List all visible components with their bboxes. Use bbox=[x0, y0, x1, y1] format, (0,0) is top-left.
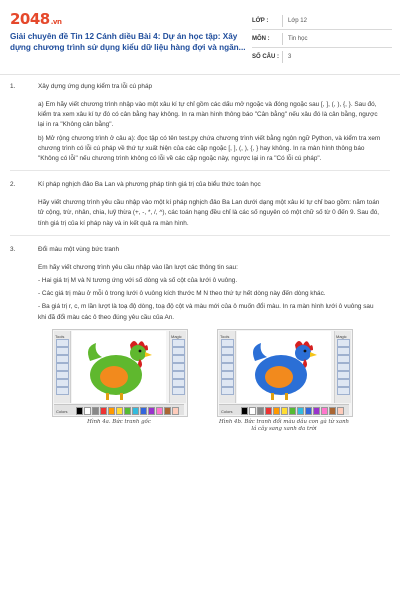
color-swatch bbox=[281, 407, 288, 415]
magic-label: Magic bbox=[171, 333, 182, 339]
meta-key: LỚP : bbox=[252, 17, 269, 24]
magic-panel bbox=[334, 331, 351, 403]
figure-recolored bbox=[217, 329, 353, 417]
meta-divider bbox=[282, 33, 283, 45]
tool-button bbox=[56, 379, 69, 387]
color-swatch bbox=[265, 407, 272, 415]
color-swatch bbox=[92, 407, 99, 415]
color-swatch bbox=[297, 407, 304, 415]
color-swatch bbox=[273, 407, 280, 415]
tool-button bbox=[172, 347, 185, 355]
tools-panel bbox=[54, 331, 71, 403]
question-number: 2. bbox=[10, 181, 16, 189]
tool-button bbox=[337, 355, 350, 363]
rooster-head bbox=[130, 345, 146, 361]
paragraph: - Các giá trị màu ở mỗi ô trong lưới ô vuông kích thước M N theo thứ tự hết dòng này đến dòng khác. bbox=[38, 290, 326, 298]
tool-button bbox=[337, 363, 350, 371]
color-swatch bbox=[108, 407, 115, 415]
paragraph: Em hãy viết chương trình yêu cầu nhập vào lần lượt các thông tin sau: bbox=[38, 263, 238, 271]
color-swatch bbox=[257, 407, 264, 415]
rooster-leg bbox=[271, 393, 274, 400]
rooster-tail bbox=[88, 343, 102, 361]
rooster-wing bbox=[265, 366, 293, 388]
site-logo[interactable] bbox=[10, 10, 61, 28]
tools-label: Tools bbox=[220, 333, 230, 339]
color-swatch bbox=[140, 407, 147, 415]
color-swatch bbox=[76, 407, 83, 415]
meta-key: MÔN : bbox=[252, 35, 270, 42]
tool-button bbox=[56, 363, 69, 371]
meta-divider bbox=[282, 15, 283, 27]
color-palette bbox=[219, 404, 349, 415]
magic-panel bbox=[169, 331, 186, 403]
question-number: 3. bbox=[10, 245, 16, 253]
logo-text: 2048 bbox=[10, 10, 50, 28]
tool-button bbox=[221, 363, 234, 371]
tool-button bbox=[172, 363, 185, 371]
figure-caption-original: Hình 4a. Bức tranh gốc bbox=[87, 418, 151, 425]
meta-row-count bbox=[252, 48, 392, 65]
tool-button bbox=[172, 371, 185, 379]
meta-table bbox=[252, 12, 392, 65]
question-title: Xây dựng ứng dụng kiểm tra lỗi cú pháp bbox=[38, 83, 153, 90]
color-swatch bbox=[321, 407, 328, 415]
question-3 bbox=[10, 245, 390, 439]
rooster-illustration bbox=[237, 331, 331, 403]
tools-panel bbox=[219, 331, 236, 403]
tool-button bbox=[56, 355, 69, 363]
magic-label: Magic bbox=[336, 333, 347, 339]
question-body bbox=[10, 245, 390, 323]
meta-value: Tin học bbox=[288, 35, 308, 42]
figure-caption-recolored: Hình 4b. Bức tranh đổi màu dâu con gà từ xanh lá cây sang xanh da trời bbox=[218, 418, 350, 432]
tools-label: Tools bbox=[55, 333, 65, 339]
question-1 bbox=[10, 82, 390, 164]
tool-button bbox=[56, 347, 69, 355]
rooster-leg bbox=[120, 393, 123, 400]
tool-button bbox=[221, 387, 234, 395]
color-swatch bbox=[124, 407, 131, 415]
color-swatch bbox=[84, 407, 91, 415]
meta-divider bbox=[282, 51, 283, 63]
rooster-tail bbox=[253, 343, 267, 361]
color-swatch bbox=[148, 407, 155, 415]
rooster-wing bbox=[100, 366, 128, 388]
color-swatch bbox=[249, 407, 256, 415]
logo-suffix: .vn bbox=[50, 18, 62, 26]
tool-button bbox=[56, 387, 69, 395]
tool-button bbox=[172, 387, 185, 395]
tool-button bbox=[221, 379, 234, 387]
tool-button bbox=[337, 379, 350, 387]
drawing-canvas bbox=[72, 331, 166, 403]
paragraph: a) Em hãy viết chương trình nhập vào một xâu kí tự chỉ gồm các dấu mở ngoặc và đóng ngoặc sau [, ], (, ), {, }. Sau đó, kiểm tra xem xâu kí tự đó có cân bằng hay không. In ra màn hình thông báo "Cân bằng" nếu xâu đó là cân bằng, ngược lại in ra "Không cân bằng". bbox=[38, 101, 378, 129]
tool-button bbox=[337, 387, 350, 395]
rooster-leg bbox=[285, 393, 288, 400]
rooster-beak bbox=[145, 352, 152, 357]
figure-group bbox=[10, 329, 390, 439]
meta-value: Lớp 12 bbox=[288, 17, 307, 24]
color-swatch bbox=[305, 407, 312, 415]
question-title: Đổi màu một vùng bức tranh bbox=[38, 245, 120, 253]
tool-button bbox=[221, 355, 234, 363]
color-swatch bbox=[100, 407, 107, 415]
color-swatch bbox=[116, 407, 123, 415]
color-swatch bbox=[132, 407, 139, 415]
rooster-head bbox=[295, 345, 311, 361]
palette-label: Colors bbox=[221, 408, 233, 414]
tool-button bbox=[56, 339, 69, 347]
paragraph: Hãy viết chương trình yêu cầu nhập vào một kí pháp nghịch đảo Ba Lan dưới dạng một xâu kí tự chỉ bao gồm: năm toán tử cộng, trừ, nhân, chia, luỹ thừa (+, -, *, /, ^), các toán hạng đều chỉ là các số nguyên có một chữ số từ 0 đến 9. Sau đó, tính giá trị của kí pháp này và in kết quả ra màn hình. bbox=[38, 199, 380, 227]
paragraph: b) Mở rộng chương trình ở câu a): đọc tập có tên test.py chứa chương trình viết bằng ngôn ngữ Python, và kiểm tra xem chương trình có lỗi cú pháp về thứ tự xuất hiện của các cặp ngoặc [, ], (, ), {, } hay không. In ra màn hình thông báo "Không có lỗi" nếu chương trình không có lỗi về các cặp ngoặc này, ngược lại in ra "Có lỗi cú pháp". bbox=[38, 134, 381, 163]
tool-button bbox=[56, 371, 69, 379]
tool-button bbox=[337, 339, 350, 347]
color-swatch bbox=[337, 407, 344, 415]
tool-button bbox=[172, 339, 185, 347]
question-body bbox=[10, 82, 390, 164]
color-palette bbox=[54, 404, 184, 415]
color-swatch bbox=[164, 407, 171, 415]
question-number: 1. bbox=[10, 83, 16, 90]
question-2 bbox=[10, 180, 390, 229]
tool-button bbox=[337, 347, 350, 355]
tool-button bbox=[221, 371, 234, 379]
color-swatch bbox=[329, 407, 336, 415]
header bbox=[0, 0, 400, 75]
figure-original bbox=[52, 329, 188, 417]
color-swatch bbox=[289, 407, 296, 415]
meta-row-subject bbox=[252, 30, 392, 48]
rooster-beak bbox=[310, 352, 317, 357]
meta-row-class bbox=[252, 12, 392, 30]
meta-key: SỐ CÂU : bbox=[252, 53, 279, 60]
paragraph: - Hai giá trị M và N tương ứng với số dòng và số cột của lưới ô vuông. bbox=[38, 277, 238, 285]
color-swatch bbox=[172, 407, 179, 415]
rooster-eye bbox=[139, 349, 142, 352]
meta-value: 3 bbox=[288, 53, 292, 60]
rooster-eye bbox=[304, 349, 307, 352]
question-title: Kí pháp nghịch đảo Ba Lan và phương pháp tính giá trị của biểu thức toán học bbox=[38, 181, 261, 189]
color-swatch bbox=[241, 407, 248, 415]
color-swatch bbox=[156, 407, 163, 415]
document-title: Giải chuyên đề Tin 12 Cánh diều Bài 4: Dự án học tập: Xây dựng chương trình sử dụng kiểu dữ liệu hàng đợi và ngăn... bbox=[10, 32, 246, 52]
document-body bbox=[10, 82, 390, 445]
tool-button bbox=[172, 355, 185, 363]
drawing-canvas bbox=[237, 331, 331, 403]
divider bbox=[10, 235, 390, 236]
rooster-illustration bbox=[72, 331, 166, 403]
rooster-leg bbox=[106, 393, 109, 400]
tool-button bbox=[221, 347, 234, 355]
paragraph: - Ba giá trị r, c, m lần lượt là toạ độ dòng, toạ độ cột và màu mới của ô muốn đổi màu. In ra màn hình lưới ô vuông sau khi đã đổi màu các ô theo đúng yêu cầu của An. bbox=[38, 303, 374, 321]
color-swatch bbox=[313, 407, 320, 415]
palette-label: Colors bbox=[56, 408, 68, 414]
tool-button bbox=[337, 371, 350, 379]
tool-button bbox=[172, 379, 185, 387]
divider bbox=[10, 170, 390, 171]
tool-button bbox=[221, 339, 234, 347]
